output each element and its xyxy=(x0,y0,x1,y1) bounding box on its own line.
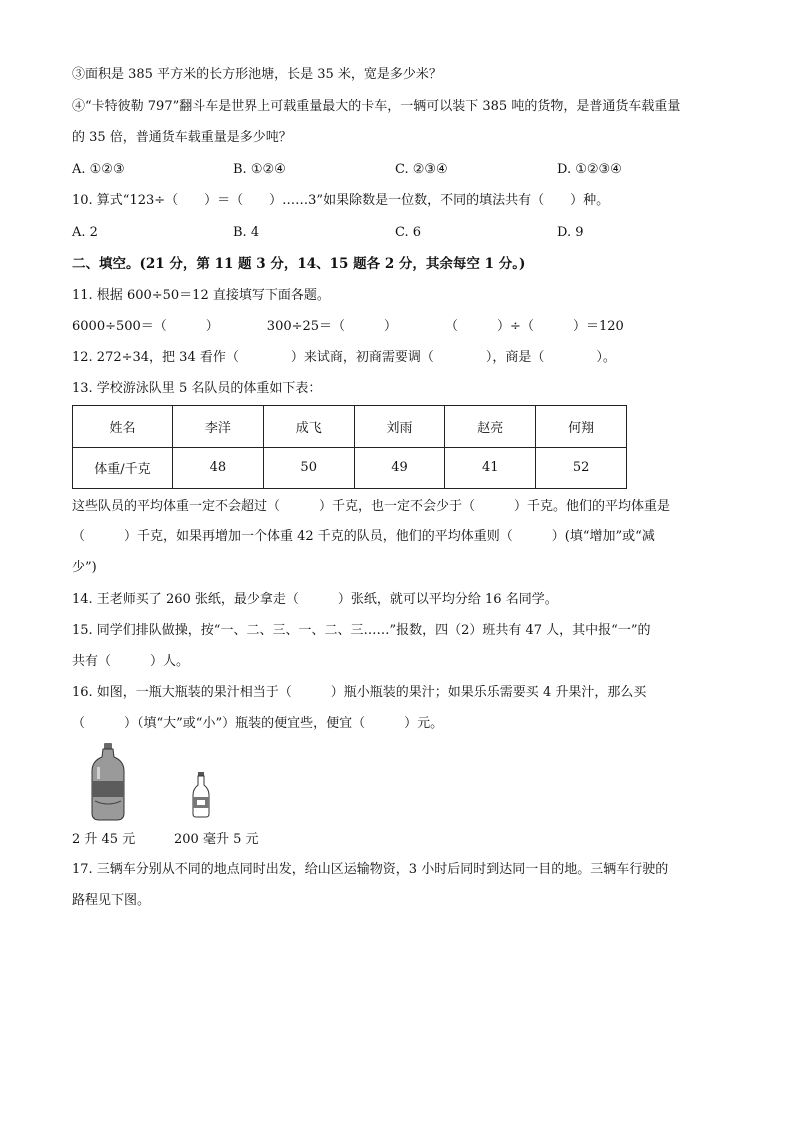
q9-line-4b: 的 35 倍，普通货车载重量是多少吨？ xyxy=(72,130,292,145)
table-cell: 李洋 xyxy=(173,406,264,448)
q11-item-c: （ ）÷（ ）＝120 xyxy=(445,319,624,334)
q11-stem: 11. 根据 600÷50＝12 直接填写下面各题。 xyxy=(72,288,330,303)
weight-table xyxy=(72,405,627,489)
q13-line-1: 这些队员的平均体重一定不会超过（ ）千克，也一定不会少于（ ）千克。他们的平均体重是 xyxy=(72,499,671,514)
q9-line-4a: ④“卡特彼勒 797”翻斗车是世界上可载重量最大的卡车，一辆可以装下 385 吨的货物，是普通货车载重量 xyxy=(72,99,681,114)
q10-option-c: C. 6 xyxy=(395,225,422,240)
table-cell: 48 xyxy=(173,447,264,489)
table-cell: 41 xyxy=(445,447,536,489)
table-row xyxy=(73,447,627,489)
q15-line-2: 共有（ ）人。 xyxy=(72,654,190,669)
table-cell: 50 xyxy=(263,447,354,489)
q10-option-a: A. 2 xyxy=(72,225,98,240)
table-cell: 52 xyxy=(536,447,627,489)
large-bottle-caption: 2 升 45 元 xyxy=(72,832,136,847)
section-2-title: 二、填空。(21 分，第 11 题 3 分，14、15 题各 2 分，其余每空 1 分。) xyxy=(72,256,526,272)
q11-items xyxy=(72,318,624,336)
q16-line-1: 16. 如图，一瓶大瓶装的果汁相当于（ ）瓶小瓶装的果汁；如果乐乐需要买 4 升果汁，那么买 xyxy=(72,685,647,700)
q10-option-b: B. 4 xyxy=(233,225,260,240)
small-bottle-icon xyxy=(192,772,210,818)
small-bottle-caption: 200 毫升 5 元 xyxy=(174,832,259,847)
q17-line-1: 17. 三辆车分别从不同的地点同时出发，给山区运输物资，3 小时后同时到达同一目的地。三辆车行驶的 xyxy=(72,862,669,877)
table-cell: 刘雨 xyxy=(354,406,445,448)
q9-line-3: ③面积是 385 平方米的长方形池塘，长是 35 米，宽是多少米？ xyxy=(72,67,442,82)
q10-option-d: D. 9 xyxy=(557,225,584,240)
q14-stem: 14. 王老师买了 260 张纸，最少拿走（ ）张纸，就可以平均分给 16 名同学。 xyxy=(72,592,558,607)
q15-line-1: 15. 同学们排队做操，按“一、二、三、一、二、三……”报数，四（2）班共有 47 人，其中报“一”的 xyxy=(72,623,651,638)
table-cell: 49 xyxy=(354,447,445,489)
q13-line-2: （ ）千克，如果再增加一个体重 42 千克的队员，他们的平均体重则（ ）(填“增加”或“减 xyxy=(72,529,655,544)
q10-stem: 10. 算式“123÷（ ）＝（ ）……3”如果除数是一位数，不同的填法共有（ ）种。 xyxy=(72,193,610,208)
q9-option-c: C. ②③④ xyxy=(395,162,448,177)
table-cell: 赵亮 xyxy=(445,406,536,448)
table-cell: 成飞 xyxy=(263,406,354,448)
q11-item-b: 300÷25＝（ ） xyxy=(266,319,398,334)
table-header-name: 姓名 xyxy=(73,406,173,448)
q11-item-a: 6000÷500＝（ ） xyxy=(72,319,219,334)
q13-line-3: 少”) xyxy=(72,560,97,575)
q13-stem: 13. 学校游泳队里 5 名队员的体重如下表： xyxy=(72,381,322,396)
large-bottle-icon xyxy=(90,743,126,821)
q16-line-2: （ ）（填“大”或“小”）瓶装的便宜些，便宜（ ）元。 xyxy=(72,716,444,731)
table-cell: 何翔 xyxy=(536,406,627,448)
table-row xyxy=(73,406,627,448)
q9-option-d: D. ①②③④ xyxy=(557,162,622,177)
table-header-weight: 体重/千克 xyxy=(73,447,173,489)
q9-option-b: B. ①②④ xyxy=(233,162,286,177)
q17-line-2: 路程见下图。 xyxy=(72,893,151,908)
q12-stem: 12. 272÷34，把 34 看作（ ）来试商，初商需要调（ ），商是（ ）。 xyxy=(72,350,616,365)
q9-option-a: A. ①②③ xyxy=(72,162,125,177)
